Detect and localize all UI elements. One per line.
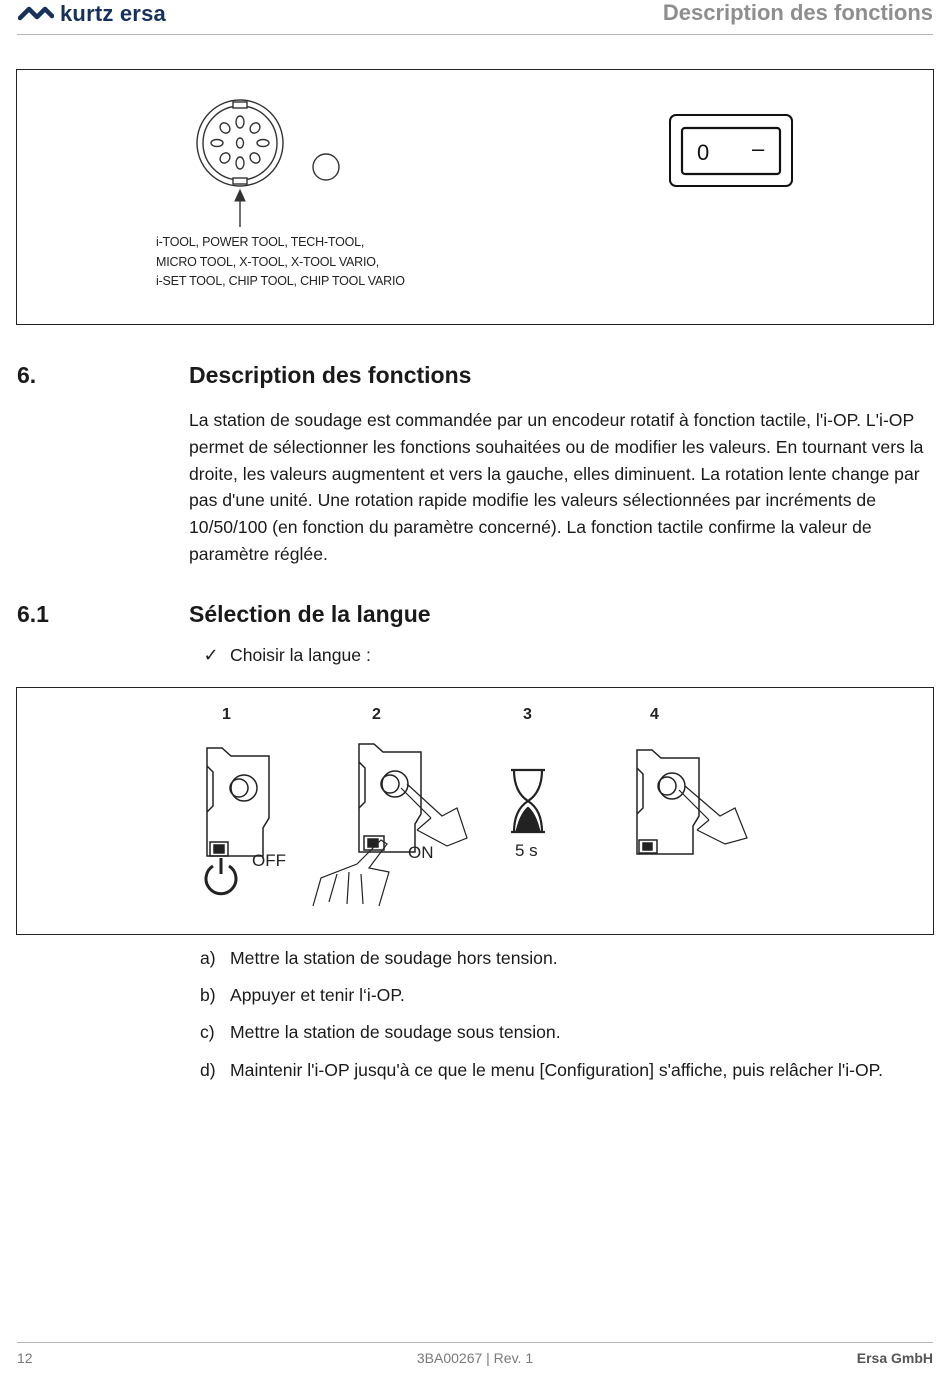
ersa-logo-icon: [18, 3, 54, 25]
header-divider: [17, 34, 933, 35]
on-label: ON: [408, 843, 434, 862]
connector-tool-list: [156, 233, 405, 292]
document-reference: 3BA00267 | Rev. 1: [416, 1350, 534, 1366]
step-number: 3: [523, 706, 532, 723]
step-number: 2: [372, 706, 381, 723]
subsection-number: 6.1: [17, 601, 49, 627]
indicator-circle: [313, 154, 339, 180]
check-item-text: Choisir la langue :: [230, 645, 371, 665]
connector-figure: [16, 69, 934, 325]
tool-line: i-TOOL, POWER TOOL, TECH-TOOL,: [156, 235, 365, 249]
step-text: Maintenir l'i-OP jusqu'à ce que le menu [Configuration] s'affiche, puis relâcher l'i-OP.: [230, 1059, 884, 1080]
off-label: OFF: [252, 851, 286, 870]
connector-diagram: [17, 70, 932, 323]
step-text: Mettre la station de soudage sous tension.: [230, 1022, 561, 1043]
step-text: Appuyer et tenir l‘i-OP.: [230, 985, 405, 1006]
step-letter: a): [200, 948, 216, 968]
list-item: [200, 982, 933, 1009]
section-number: 6.: [17, 362, 37, 388]
station-off-icon: [207, 748, 269, 856]
section-title: Description des fonctions: [189, 362, 472, 388]
section-paragraph: La station de soudage est commandée par un encodeur rotatif à fonction tactile, l'i-OP. L'i-OP permet de sélectionner les fonctions souhaitées ou de modifier les valeurs. En tournant vers la droite, les valeurs augmentent et vers la gauche, elles diminuent. La rotation lente change par pas d'une unité. Une rotation rapide modifie les valeurs sélectionnées par incréments de 10/50/100 (en fonction du paramètre concerné). La fonction tactile confirme la valeur de paramètre réglée.: [189, 410, 924, 564]
pressing-hand-icon: [679, 786, 747, 844]
step-list: [200, 945, 933, 1094]
rocker-switch-icon: [670, 115, 792, 186]
language-steps-figure: [16, 687, 934, 935]
switch-mark-on: –: [752, 136, 765, 161]
step-number: 1: [222, 706, 231, 723]
header-section-title: Description des fonctions: [662, 0, 933, 25]
station-confirm-icon: [637, 750, 699, 854]
tool-line: i-SET TOOL, CHIP TOOL, CHIP TOOL VARIO: [156, 274, 405, 288]
pressing-hand-icon: [313, 784, 467, 906]
check-item: [200, 645, 371, 666]
footer-divider: [17, 1342, 933, 1343]
brand-logo: [18, 0, 166, 28]
logo-text: kurtz ersa: [60, 1, 166, 26]
wait-label: 5 s: [515, 841, 538, 860]
din-socket-icon: [197, 100, 283, 186]
subsection-title: Sélection de la langue: [189, 601, 431, 627]
list-item: [200, 945, 933, 972]
list-item: [200, 1057, 933, 1084]
company-name: Ersa GmbH: [856, 1350, 933, 1366]
steps-diagram: [17, 688, 932, 933]
arrow-up-icon: [235, 190, 245, 227]
tool-line: MICRO TOOL, X-TOOL, X-TOOL VARIO,: [156, 254, 380, 269]
switch-mark-off: 0: [697, 140, 710, 165]
step-text: Mettre la station de soudage hors tension.: [230, 948, 558, 968]
list-item: [200, 1019, 933, 1046]
checkmark-icon: ✓: [203, 645, 219, 665]
step-number: 4: [650, 706, 659, 723]
step-letter: d): [200, 1059, 216, 1080]
power-icon: [206, 858, 236, 894]
page-number: 12: [17, 1350, 33, 1366]
hourglass-icon: [511, 770, 545, 832]
step-letter: c): [200, 1022, 215, 1043]
step-letter: b): [200, 985, 216, 1006]
